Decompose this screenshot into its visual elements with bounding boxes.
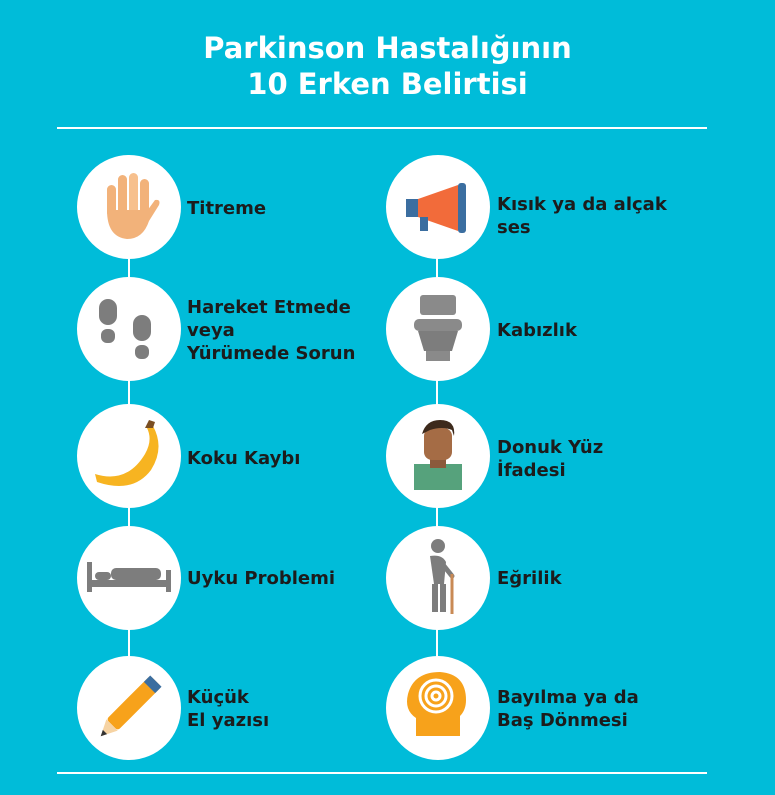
- title-line-2: 10 Erken Belirtisi: [247, 67, 528, 101]
- face-icon: [386, 404, 490, 508]
- megaphone-icon: [386, 155, 490, 259]
- symptom-label: Bayılma ya da Baş Dönmesi: [497, 687, 639, 731]
- hand-icon: [77, 155, 181, 259]
- symptom-label: Uyku Problemi: [187, 568, 336, 589]
- symptom-label: Koku Kaybı: [187, 448, 301, 469]
- footprints-icon: [77, 277, 181, 381]
- bed-icon: [77, 526, 181, 630]
- symptom-label: Kısık ya da alçak ses: [497, 194, 667, 238]
- title-line-1: Parkinson Hastalığının: [203, 31, 572, 65]
- symptom-label: Kabızlık: [497, 320, 577, 341]
- bottom-divider: [57, 772, 707, 774]
- stooped-person-icon: [386, 526, 490, 630]
- symptom-label: Hareket Etmede veya Yürümede Sorun: [187, 297, 356, 364]
- pen-icon: [77, 656, 181, 760]
- symptom-label: Titreme: [187, 198, 267, 219]
- banana-icon: [77, 404, 181, 508]
- page-title: [0, 30, 775, 102]
- symptom-label: Donuk Yüz İfadesi: [497, 437, 604, 481]
- top-divider: [57, 127, 707, 129]
- toilet-icon: [386, 277, 490, 381]
- symptom-label: Küçük El yazısı: [187, 687, 270, 731]
- dizzy-head-icon: [386, 656, 490, 760]
- symptom-label: Eğrilik: [497, 568, 562, 589]
